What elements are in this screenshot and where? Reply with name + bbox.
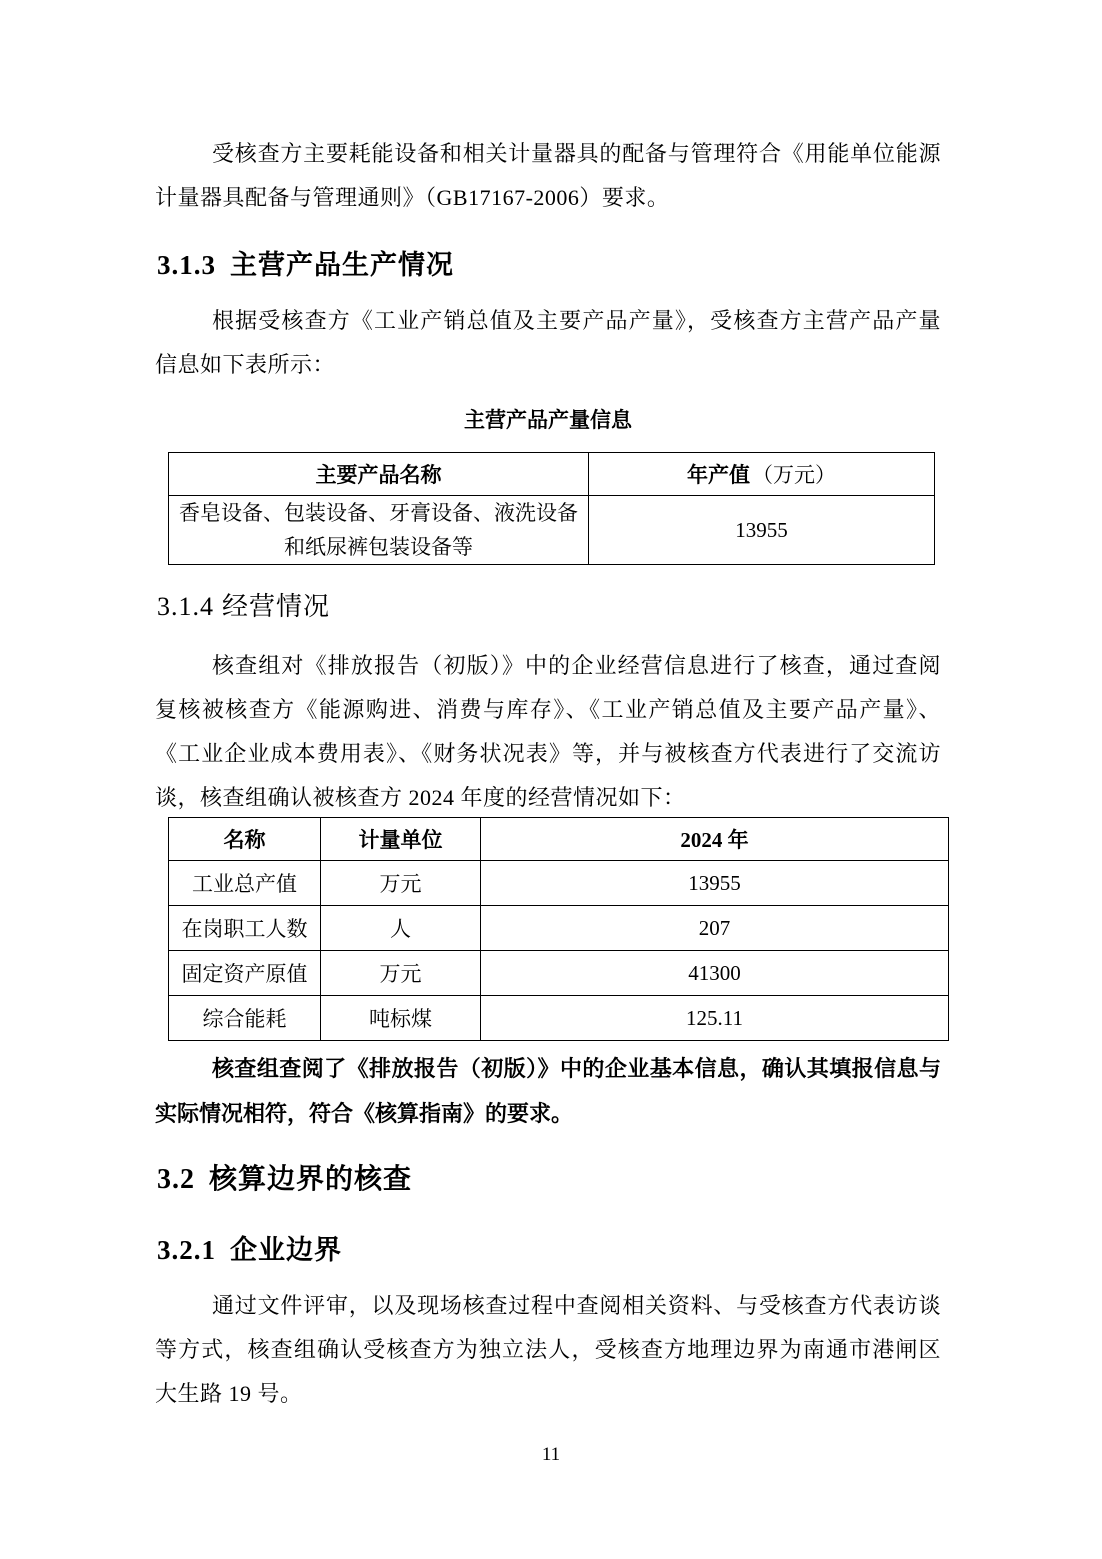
- heading-3-1-3: [157, 243, 943, 282]
- operation-table-row-staff: [169, 906, 949, 951]
- heading-3-2-1-number: 3.2.1: [157, 1235, 216, 1265]
- heading-3-1-4-title: 经营情况: [222, 592, 331, 621]
- paragraph-operation-review: 核查组对《排放报告（初版）》中的企业经营信息进行了核查，通过查阅复核被核查方《能源购进、消费与库存》、《工业产销总值及主要产品产量》、《工业企业成本费用表》、《财务状况表》等，并与被核查方代表进行了交流访谈，核查组确认被核查方 2024 年度的经营情况如下：: [155, 653, 941, 810]
- operation-table-header-name: 名称: [169, 818, 321, 861]
- paragraph-basic-info-confirm: 核查组查阅了《排放报告（初版）》中的企业基本信息，确认其填报信息与实际情况相符，符合《核算指南》的要求。: [155, 1056, 941, 1126]
- heading-3-2-title: 核算边界的核查: [209, 1164, 413, 1195]
- product-table-header-value: [589, 453, 935, 496]
- row-energy-name: 综合能耗: [169, 996, 321, 1041]
- heading-3-2-1: [157, 1228, 943, 1267]
- row-output-unit: 万元: [321, 861, 481, 906]
- product-table-header-value-unit: （万元）: [752, 463, 836, 487]
- row-staff-value: 207: [481, 906, 949, 951]
- heading-3-2-1-title: 企业边界: [230, 1235, 342, 1265]
- heading-3-1-4: [157, 586, 943, 623]
- heading-3-1-3-title: 主营产品生产情况: [230, 250, 454, 280]
- operation-table: [168, 817, 949, 1041]
- operation-table-header-row: [169, 818, 949, 861]
- row-energy-value: 125.11: [481, 996, 949, 1041]
- product-table-header-row: [169, 453, 935, 496]
- heading-3-2-number: 3.2: [157, 1164, 195, 1195]
- operation-table-header-year: 2024 年: [481, 818, 949, 861]
- operation-table-header-unit: 计量单位: [321, 818, 481, 861]
- row-energy-unit: 吨标煤: [321, 996, 481, 1041]
- heading-3-1-3-number: 3.1.3: [157, 250, 216, 280]
- row-output-value: 13955: [481, 861, 949, 906]
- heading-3-2: [157, 1157, 943, 1197]
- product-table: [168, 452, 935, 565]
- row-assets-value: 41300: [481, 951, 949, 996]
- operation-table-row-energy: [169, 996, 949, 1041]
- product-name-cell: 香皂设备、包装设备、牙膏设备、液洗设备和纸尿裤包装设备等: [169, 496, 589, 565]
- product-table-caption: 主营产品产量信息: [464, 409, 632, 432]
- heading-3-1-4-number: 3.1.4: [157, 592, 214, 621]
- product-table-data-row: [169, 496, 935, 565]
- paragraph-production-intro: 根据受核查方《工业产销总值及主要产品产量》，受核查方主营产品产量信息如下表所示：: [155, 308, 941, 377]
- page-number: 11: [541, 1444, 561, 1465]
- row-staff-name: 在岗职工人数: [169, 906, 321, 951]
- paragraph-metering-compliance: 受核查方主要耗能设备和相关计量器具的配备与管理符合《用能单位能源计量器具配备与管理通则》（GB17167-2006）要求。: [155, 141, 941, 210]
- row-staff-unit: 人: [321, 906, 481, 951]
- product-table-header-value-main: 年产值: [687, 464, 750, 487]
- product-annual-value-cell: 13955: [589, 496, 935, 565]
- row-assets-unit: 万元: [321, 951, 481, 996]
- operation-table-row-output: [169, 861, 949, 906]
- product-table-header-name: 主要产品名称: [169, 453, 589, 496]
- row-assets-name: 固定资产原值: [169, 951, 321, 996]
- row-output-name: 工业总产值: [169, 861, 321, 906]
- operation-table-row-assets: [169, 951, 949, 996]
- paragraph-enterprise-boundary: 通过文件评审，以及现场核查过程中查阅相关资料、与受核查方代表访谈等方式，核查组确认受核查方为独立法人，受核查方地理边界为南通市港闸区大生路 19 号。: [155, 1293, 941, 1406]
